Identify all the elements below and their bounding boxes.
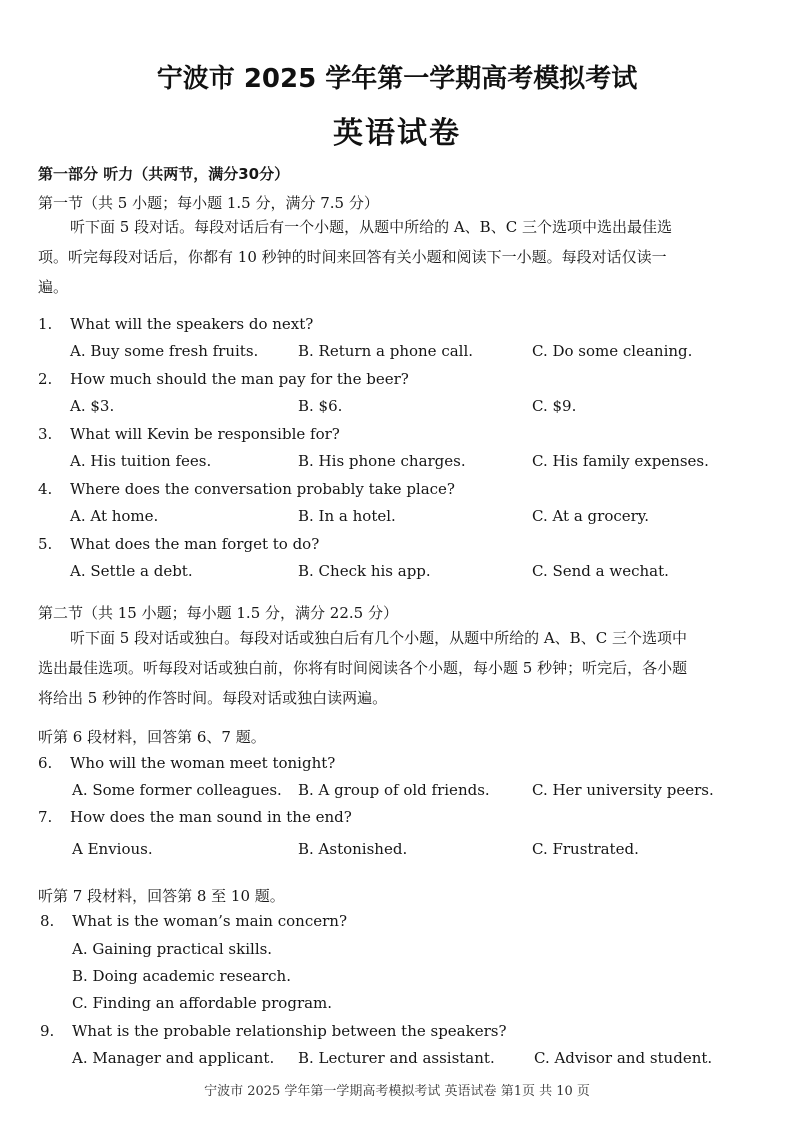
section1-instructions: 听下面 5 段对话。每段对话后有一个小题，从题中所给的 A、B、C 三个选项中选出最佳选项。听完每段对话后，你都有 10 秒钟的时间来回答有关小题和阅读下一小题。每段对话仅读一遍。 [38,218,672,296]
question-number: 4. [38,480,53,498]
question-number: 8. [40,912,55,930]
option-c: C. $9. [532,397,577,415]
option-b: B. In a hotel. [298,507,396,525]
option-c: C. Advisor and student. [534,1049,713,1067]
question-text: What will Kevin be responsible for? [70,425,340,443]
section2-heading: 第二节（共 15 小题；每小题 1.5 分，满分 22.5 分） [38,604,398,622]
option-c: C. Her university peers. [532,781,714,799]
section1-heading: 第一节（共 5 小题；每小题 1.5 分，满分 7.5 分） [38,194,379,212]
question-text: What is the probable relationship between the speakers? [72,1022,507,1040]
option-c: C. His family expenses. [532,452,709,470]
option-b: B. Astonished. [298,840,408,858]
option-b: B. Return a phone call. [298,342,474,360]
option-a: A. Gaining practical skills. [72,940,273,958]
option-a: A Envious. [72,840,153,858]
exam-title: 宁波市 2025 学年第一学期高考模拟考试 [156,64,638,94]
question-text: Where does the conversation probably take place? [70,480,455,498]
option-a: A. Settle a debt. [70,562,193,580]
option-c: C. Send a wechat. [532,562,669,580]
option-a: A. At home. [70,507,159,525]
option-a: A. His tuition fees. [70,452,212,470]
option-b: B. Lecturer and assistant. [298,1049,495,1067]
option-b: B. Doing academic research. [72,967,291,985]
question-text: How much should the man pay for the beer? [70,370,409,388]
question-number: 9. [40,1022,55,1040]
option-c: C. Do some cleaning. [532,342,693,360]
question-text: What does the man forget to do? [70,535,320,553]
option-b: B. $6. [298,397,343,415]
question-number: 7. [38,808,53,826]
option-c: C. Finding an affordable program. [72,994,333,1012]
option-b: B. Check his app. [298,562,431,580]
option-c: C. Frustrated. [532,840,639,858]
question-number: 3. [38,425,53,443]
question-text: What is the woman’s main concern? [72,912,347,930]
question-number: 6. [38,754,53,772]
exam-subtitle: 英语试卷 [333,116,461,151]
option-a: A. Some former colleagues. [72,781,282,799]
option-a: A. Buy some fresh fruits. [70,342,259,360]
question-number: 5. [38,535,53,553]
option-c: C. At a grocery. [532,507,650,525]
option-b: B. A group of old friends. [298,781,490,799]
question-text: How does the man sound in the end? [70,808,352,826]
section2-instructions: 听下面 5 段对话或独白。每段对话或独白后有几个小题，从题中所给的 A、B、C 三个选项中选出最佳选项。听每段对话或独白前，你将有时间阅读各个小题，每小题 5 秒钟；听完后，各小题将给出 5 秒钟的作答时间。每段对话或独白读两遍。 [38,629,688,707]
option-b: B. His phone charges. [298,452,466,470]
question-text: What will the speakers do next? [70,315,314,333]
part1-heading: 第一部分 听力（共两节，满分30分） [38,165,290,183]
question-number: 1. [38,315,53,333]
question-text: Who will the woman meet tonight? [70,754,336,772]
option-a: A. Manager and applicant. [72,1049,275,1067]
option-a: A. $3. [70,397,115,415]
material-6-heading: 听第 6 段材料，回答第 6、7 题。 [38,728,266,746]
material-7-heading: 听第 7 段材料，回答第 8 至 10 题。 [38,887,285,905]
question-number: 2. [38,370,53,388]
page-footer: 宁波市 2025 学年第一学期高考模拟考试 英语试卷 第1页 共 10 页 [204,1084,590,1099]
